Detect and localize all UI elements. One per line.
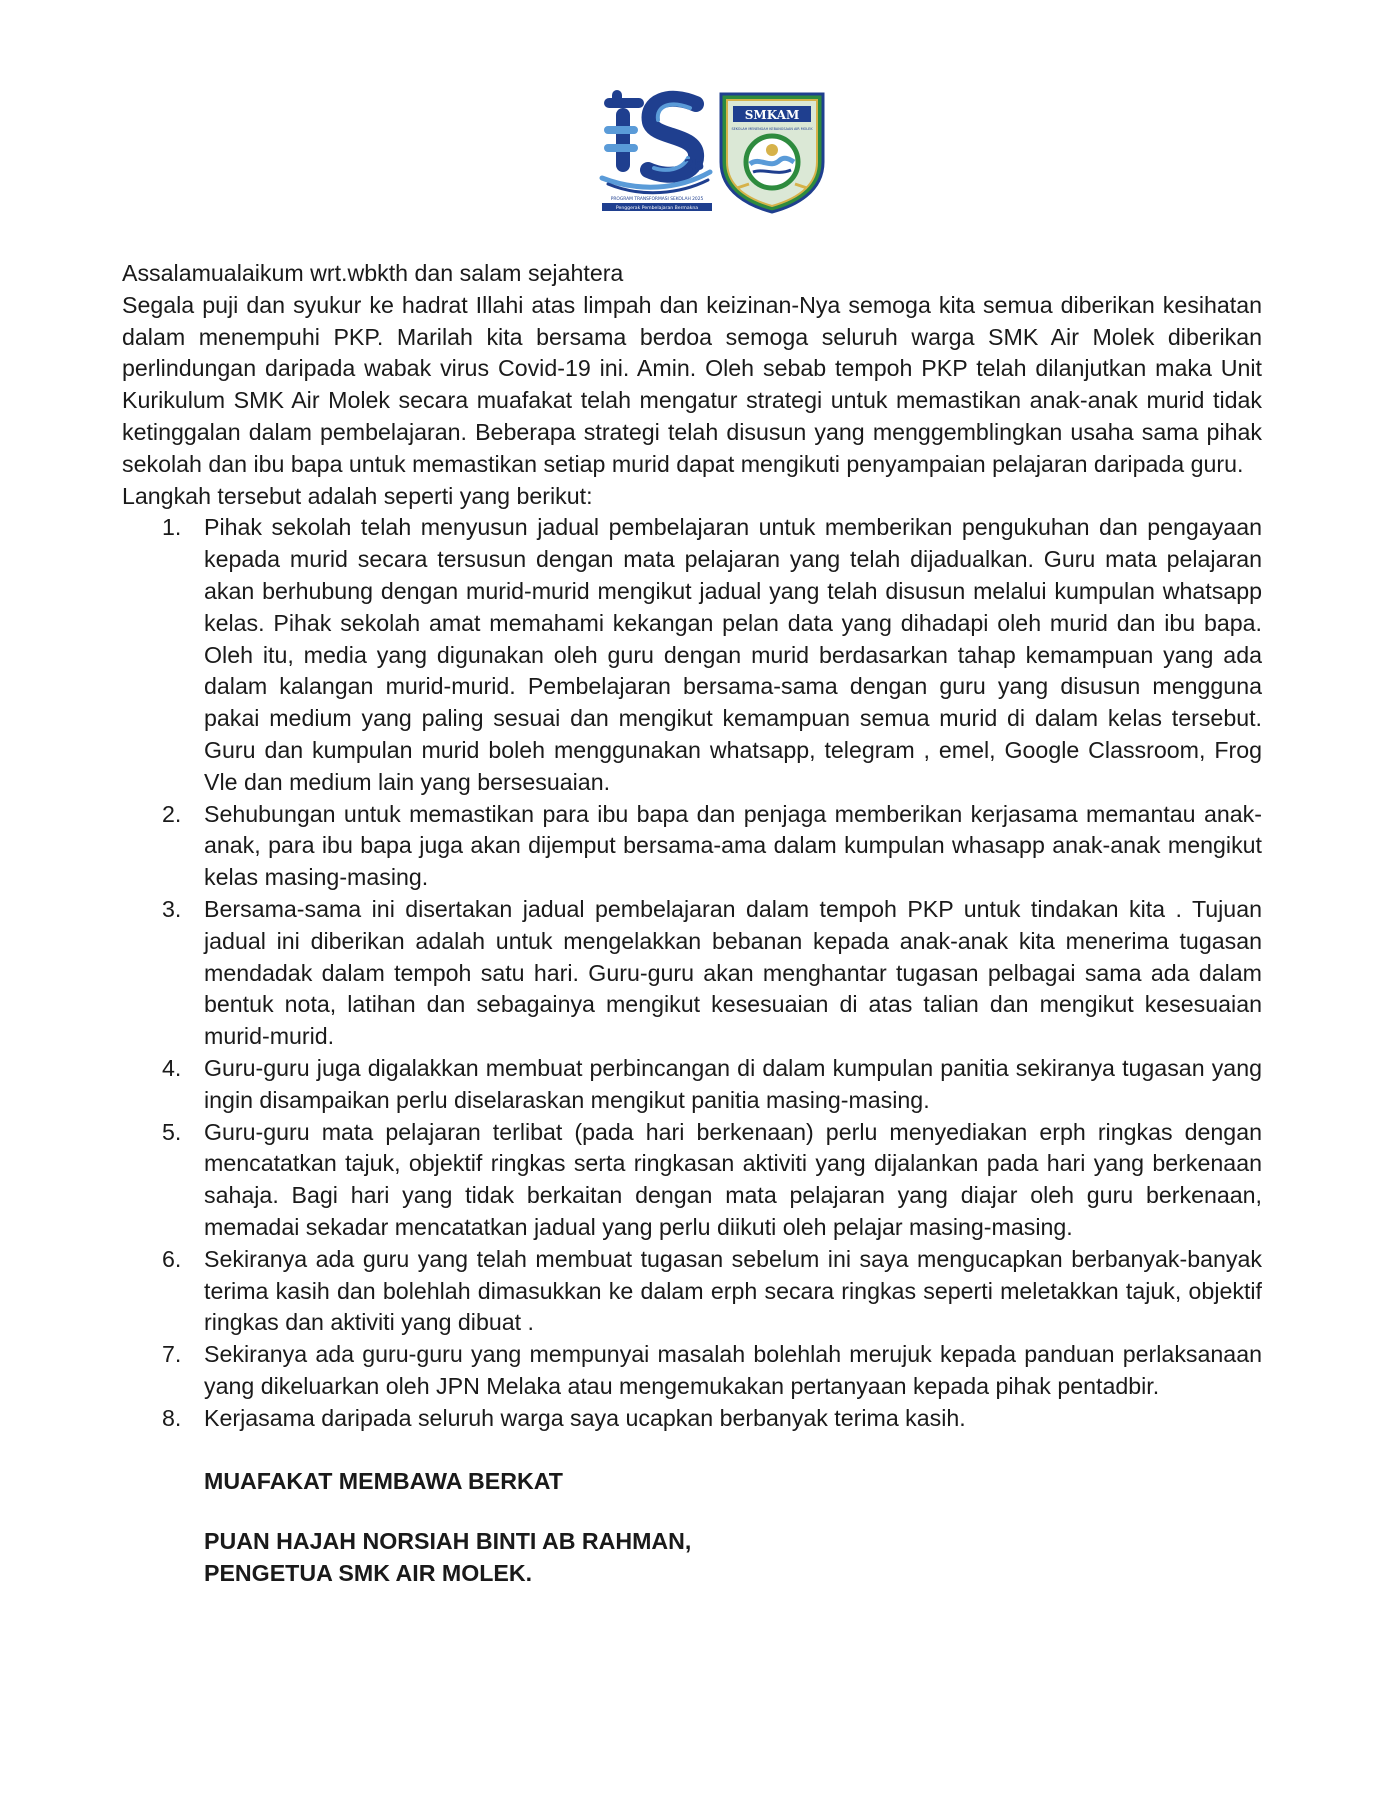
signatory-title: PENGETUA SMK AIR MOLEK.	[204, 1560, 533, 1587]
ts25-tagline: Penggerak Pembelajaran Bermakna	[615, 206, 699, 211]
list-item	[122, 1244, 1262, 1339]
list-item-text: Bersama-sama ini disertakan jadual pembelajaran dalam tempoh PKP untuk tindakan kita . Tujuan jadual ini diberikan adalah untuk mengelakkan bebanan kepada anak-anak kita menerima tugasan mendadak dalam tempoh satu hari. Guru-guru akan menghantar tugasan pelbagai sama ada dalam bentuk nota, latihan dan sebagainya mengikut kesesuaian di atas talian dan mengikut kesesuaian murid-murid.	[204, 895, 1262, 1050]
list-item-number: 8.	[162, 1404, 182, 1431]
school-crest	[715, 88, 829, 214]
list-item-number: 2.	[162, 800, 182, 827]
intro-paragraph: Segala puji dan syukur ke hadrat Illahi atas limpah dan keizinan-Nya semoga kita semua diberikan kesihatan dalam menempuhi PKP. Marilah kita bersama berdoa semoga seluruh warga SMK Air Molek diberikan perlindungan daripada wabak virus Covid-19 ini. Amin. Oleh sebab tempoh PKP telah dilanjutkan maka Unit Kurikulum SMK Air Molek secara muafakat telah mengatur strategi untuk memastikan anak-anak murid tidak ketinggalan dalam pembelajaran. Beberapa strategi telah disusun yang menggemblingkan usaha sama pihak sekolah dan ibu bapa untuk memastikan setiap murid dapat mengikuti penyampaian pelajaran daripada guru.	[122, 291, 1262, 477]
list-item-text: Sekiranya ada guru yang telah membuat tugasan sebelum ini saya mengucapkan berbanyak-banyak terima kasih dan bolehlah dimasukkan ke dalam erph secara ringkas seperti meletakkan tajuk, objektif ringkas dan aktiviti yang dibuat .	[204, 1245, 1262, 1336]
list-item	[122, 1403, 1262, 1435]
list-item	[122, 1117, 1262, 1244]
list-item-number: 1.	[162, 514, 182, 541]
crest-subtitle: SEKOLAH MENENGAH KEBANGSAAN AIR MOLEK	[731, 127, 813, 131]
list-item-text: Sehubungan untuk memastikan para ibu bapa dan penjaga memberikan kerjasama memantau anak-anak, para ibu bapa juga akan dijemput bersama-ama dalam kumpulan whasapp anak-anak mengikut kelas masing-masing.	[204, 800, 1262, 891]
list-item-number: 4.	[162, 1054, 182, 1081]
list-item	[122, 894, 1262, 1053]
list-item-text: Pihak sekolah telah menyusun jadual pembelajaran untuk memberikan pengukuhan dan pengayaan kepada murid secara tersusun dengan mata pelajaran yang telah dijadualkan. Guru mata pelajaran akan berhubung dengan murid-murid mengikut jadual yang telah disusun melalui kumpulan whatsapp kelas. Pihak sekolah amat memahami kekangan pelan data yang dihadapi oleh murid dan ibu bapa. Oleh itu, media yang digunakan oleh guru dengan murid berdasarkan tahap kemampuan yang ada dalam kalangan murid-murid. Pembelajaran bersama-sama dengan guru yang disusun mengguna pakai medium yang paling sesuai dan mengikut kemampuan semua murid di dalam kelas tersebut. Guru dan kumpulan murid boleh menggunakan whatsapp, telegram , emel, Google Classroom, Frog Vle dan medium lain yang bersesuaian.	[204, 514, 1262, 795]
list-item-text: Guru-guru mata pelajaran terlibat (pada hari berkenaan) perlu menyediakan erph ringkas dengan mencatatkan tajuk, objektif ringkas serta ringkasan aktiviti yang dijalankan pada hari yang berkenaan sahaja. Bagi hari yang tidak berkaitan dengan mata pelajaran yang diajar oleh guru berkenaan, memadai sekadar mencatatkan jadual yang perlu diikuti oleh pelajar masing-masing.	[204, 1118, 1262, 1240]
ts25-number: 25	[683, 156, 705, 174]
list-item-number: 7.	[162, 1341, 182, 1368]
lead-in: Langkah tersebut adalah seperti yang berikut:	[122, 482, 593, 509]
ts25-caption: PROGRAM TRANSFORMASI SEKOLAH 2025	[610, 197, 704, 202]
list-item	[122, 799, 1262, 894]
list-item-number: 3.	[162, 895, 182, 922]
signatory-name: PUAN HAJAH NORSIAH BINTI AB RAHMAN,	[204, 1528, 692, 1555]
list-item-text: Kerjasama daripada seluruh warga saya ucapkan berbanyak terima kasih.	[204, 1404, 966, 1431]
letter-body	[122, 258, 1262, 1590]
crest-badge-text: SMKAM	[744, 108, 800, 122]
list-item	[122, 512, 1262, 798]
ts25-mark	[602, 90, 710, 193]
motto: MUAFAKAT MEMBAWA BERKAT	[204, 1468, 563, 1495]
list-item-number: 6.	[162, 1245, 182, 1272]
list-item-text: Sekiranya ada guru-guru yang mempunyai masalah bolehlah merujuk kepada panduan perlaksanaan yang dikeluarkan oleh JPN Melaka atau mengemukakan pertanyaan kepada pihak pentadbir.	[204, 1341, 1262, 1399]
header-logos	[598, 88, 828, 218]
greeting: Assalamualaikum wrt.wbkth dan salam sejahtera	[122, 260, 624, 286]
list-item-text: Guru-guru juga digalakkan membuat perbincangan di dalam kumpulan panitia sekiranya tugasan yang ingin disampaikan perlu diselaraskan mengikut panitia masing-masing.	[204, 1054, 1262, 1113]
list-item-number: 5.	[162, 1118, 182, 1145]
ts25-logo	[598, 88, 716, 212]
list-item	[122, 1053, 1262, 1117]
steps-list	[122, 512, 1262, 1434]
list-item	[122, 1339, 1262, 1403]
